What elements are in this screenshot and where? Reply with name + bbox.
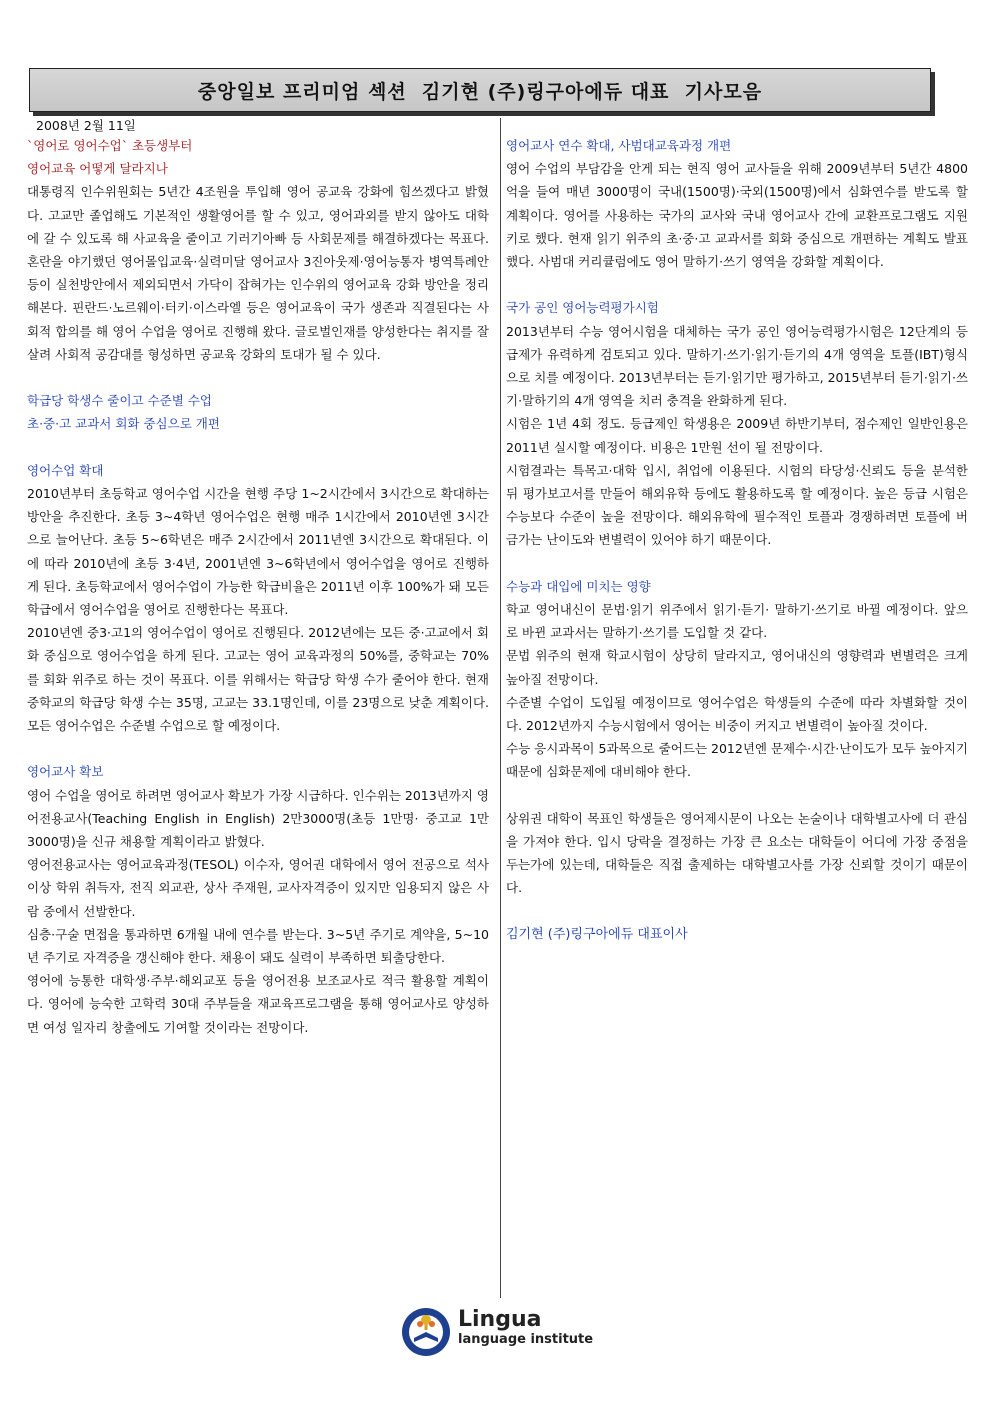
paragraph: 2010년엔 중3·고1의 영어수업이 영어로 진행된다. 2012년에는 모든 중·고교에서 회화 중심으로 영어수업을 하게 된다. 고교는 영어 교육과정의 50%를, 중학교는 70%를 회화 위주로 하는 것이 목표다. 이를 위해서는 학급당 학생 수가 줄어야 한다. 현재 중학교의 학급당 학생 수는 35명, 고교는 33.1명인데, 이를 23명으로 낮춘 계획이다. 모든 영어수업은 수준별 수업으로 할 예정이다.: [27, 625, 489, 734]
logo-tagline: language institute: [458, 1332, 594, 1347]
left-column: [27, 134, 489, 1039]
article-date: 2008년 2월 11일: [36, 118, 136, 133]
paragraph: 영어 수업의 부담감을 안게 되는 현직 영어 교사들을 위해 2009년부터 5년간 4800억을 들여 매년 3000명이 국내(1500명)·국외(1500명)에서 심화연수를 받도록 할 계획이다. 영어를 사용하는 국가의 교사와 국내 영어교사 간에 교환프로그램도 지원키로 했다. 현재 읽기 위주의 초·중·고 교과서를 회화 중심으로 개편하는 계획도 발표했다. 사범대 커리큘럼에도 영어 말하기·쓰기 영역을 강화할 계획이다.: [506, 161, 968, 270]
paragraph: 수준별 수업이 도입될 예정이므로 영어수업은 학생들의 수준에 따라 차별화할 것이다. 2012년까지 수능시험에서 영어는 비중이 커지고 변별력이 높아질 것이다.: [506, 694, 968, 734]
paragraph: 상위권 대학이 목표인 학생들은 영어제시문이 나오는 논술이나 대학별고사에 더 관심을 가져야 한다. 입시 당락을 결정하는 가장 큰 요소는 대학들이 어디에 가장 중점을 두는가에 있는데, 대학들은 직접 출제하는 대학별고사를 가장 신뢰할 것이기 때문이다.: [506, 810, 968, 896]
paragraph: 영어전용교사는 영어교육과정(TESOL) 이수자, 영어권 대학에서 영어 전공으로 석사 이상 학위 취득자, 전직 외교관, 상사 주재원, 교사자격증이 있지만 임용되지 않은 사람 중에서 선발한다.: [27, 857, 489, 919]
section-title-english-class: 영어수업 확대: [27, 462, 104, 478]
section-title-national-test: 국가 공인 영어능력평가시험: [506, 300, 659, 316]
column-divider: [500, 118, 501, 1298]
page-title-banner: [29, 68, 931, 112]
paragraph: 문법 위주의 현재 학교시험이 상당히 달라지고, 영어내신의 영향력과 변별력은 크게 높아질 전망이다.: [506, 648, 968, 687]
article-headline: `영어로 영어수업` 초등생부터: [27, 138, 193, 153]
lingua-emblem-icon: [400, 1306, 452, 1358]
page-title: 중앙일보 프리미엄 섹션 김기현 (주)링구아에듀 대표 기사모음: [197, 80, 763, 103]
lingua-logo: [400, 1306, 630, 1358]
article-subheadline: 영어교육 어떻게 달라지나: [27, 161, 168, 177]
section-title-exam-impact: 수능과 대입에 미치는 영향: [506, 578, 651, 594]
section-title-teacher-supply: 영어교사 확보: [27, 764, 104, 780]
right-column: [506, 134, 968, 946]
subheading-textbook: 초·중·고 교과서 회화 중심으로 개편: [27, 416, 220, 432]
paragraph: 시험은 1년 4회 정도. 등급제인 학생용은 2009년 하반기부터, 점수제인 일반인용은 2011년 실시할 예정이다. 비용은 1만원 선이 될 전망이다.: [506, 416, 968, 455]
paragraph: 영어 수업을 영어로 하려면 영어교사 확보가 가장 시급하다. 인수위는 2013년까지 영어전용교사(Teaching English in English) 2만3000명(초등 1만명· 중고교 1만3000명)을 신규 채용할 계획이라고 밝혔다.: [27, 787, 489, 850]
paragraph: 시험결과는 특목고·대학 입시, 취업에 이용된다. 시험의 타당성·신뢰도 등을 분석한 뒤 평가보고서를 만들어 해외유학 등에도 활용하도록 할 예정이다. 높은 등급 시험은 수능보다 수준이 높을 전망이다. 해외유학에 필수적인 토플과 경쟁하려면 토플에 버금가는 난이도와 변별력이 있어야 하기 때문이다.: [506, 462, 968, 548]
author-signature: 김기현 (주)링구아에듀 대표이사: [506, 926, 688, 942]
section-title-teacher-training: 영어교사 연수 확대, 사범대교육과정 개편: [506, 138, 732, 153]
paragraph: 2010년부터 초등학교 영어수업 시간을 현행 주당 1~2시간에서 3시간으로 확대하는 방안을 추진한다. 초등 3~4학년 영어수업은 현행 매주 1시간에서 2010년엔 3시간으로 늘어난다. 초등 5~6학년은 매주 2시간에서 2011년엔 3시간으로 확대된다. 이에 따라 2010년에 초등 3·4년, 2001년엔 3~6학년에서 영어수업을 영어로 진행하게 된다. 초등학교에서 영어수업이 가능한 학급비율은 2011년 이후 100%가 돼 모든 학급에서 영어수업을 영어로 진행한다는 목표다.: [27, 486, 489, 618]
logo-wordmark: Lingua: [458, 1307, 542, 1332]
subheading-class-size: 학급당 학생수 줄이고 수준별 수업: [27, 393, 212, 409]
paragraph: 학교 영어내신이 문법·읽기 위주에서 읽기·듣기· 말하기·쓰기로 바뀔 예정이다. 앞으로 바뀐 교과서는 말하기·쓰기를 도입할 것 같다.: [506, 602, 968, 641]
paragraph: 수능 응시과목이 5과목으로 줄어드는 2012년엔 문제수·시간·난이도가 모두 높아지기 때문에 심화문제에 대비해야 한다.: [506, 741, 968, 780]
paragraph: 영어에 능통한 대학생·주부·해외교포 등을 영어전용 보조교사로 적극 활용할 계획이다. 영어에 능숙한 고학력 30대 주부들을 재교육프로그램을 통해 영어교사로 양성하면 여성 일자리 창출에도 기여할 것이라는 전망이다.: [27, 973, 489, 1035]
paragraph: 2013년부터 수능 영어시험을 대체하는 국가 공인 영어능력평가시험은 12단계의 등급제가 유력하게 검토되고 있다. 말하기·쓰기·읽기·듣기의 4개 영역을 토플(IBT)형식으로 치를 예정이다. 2013년부터는 듣기·읽기만 평가하고, 2015년부터 듣기·읽기·쓰기·말하기의 4개 영역을 치러 충격을 완화하게 된다.: [506, 323, 968, 409]
intro-paragraph: 대통령직 인수위원회는 5년간 4조원을 투입해 영어 공교육 강화에 힘쓰겠다고 밝혔다. 고교만 졸업해도 기본적인 생활영어를 할 수 있고, 영어과외를 받지 않아도 대학에 갈 수 있도록 해 사교육을 줄이고 기러기아빠 등 사회문제를 해결하겠다는 목표다. 혼란을 야기했던 영어몰입교육·실력미달 영어교사 3진아웃제·영어능통자 병역특례안 등이 실천방안에서 제외되면서 가닥이 잡혀가는 인수위의 영어교육 강화 방안을 정리해본다. 핀란드·노르웨이·터키·이스라엘 등은 영어교육이 국가 생존과 직결된다는 사회적 합의를 해 영어 수업을 영어로 진행해 왔다. 글로벌인재를 양성한다는 취지를 잘 살려 사회적 공감대를 형성하면 공교육 강화의 토대가 될 수 있다.: [27, 184, 489, 362]
paragraph: 심층·구술 면접을 통과하면 6개월 내에 연수를 받는다. 3~5년 주기로 계약을, 5~10년 주기로 자격증을 갱신해야 한다. 채용이 돼도 실력이 부족하면 퇴출당한다.: [27, 926, 489, 966]
